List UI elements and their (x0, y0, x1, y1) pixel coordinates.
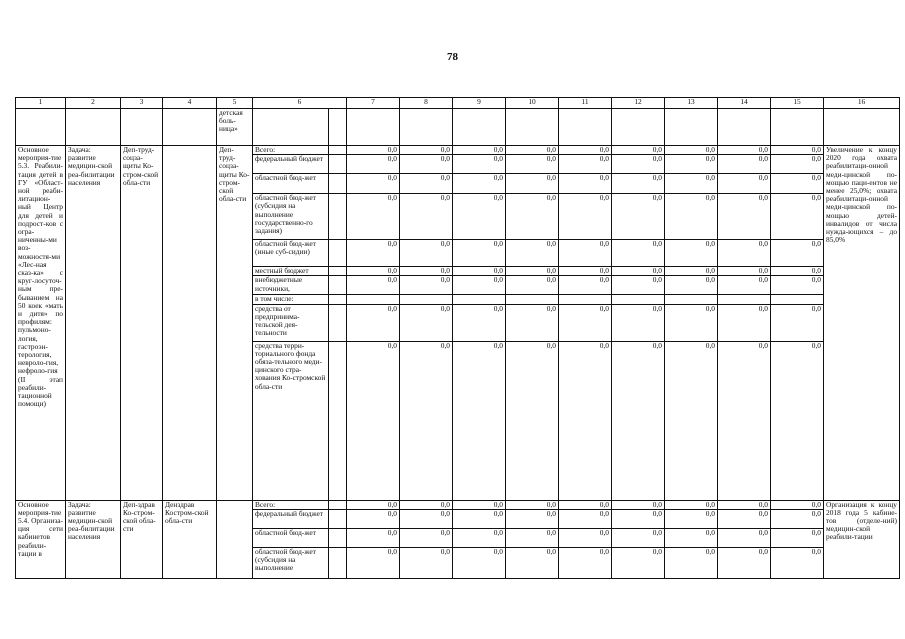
amount-cell: 0,0 (665, 500, 718, 509)
table-cell (506, 109, 559, 146)
amount-cell: 0,0 (347, 194, 400, 240)
amount-cell: 0,0 (612, 341, 665, 500)
spacer-cell (329, 267, 347, 276)
measure-name-cell: Основное мероприя-тие 5.3. Реабили-тация детей в ГУ «Област-ной реаби-литацион-ный Центр для детей и подрост-ков с огра-ниченны-ми воз-можностя-ми «Лес-ная сказ-ка» с круг-лосуточ-ным пре-быванием на 50 коек «мать и дитя» по профилям: пульмоно-логия, гастроэн-терология, невроло-гия, нефроло-гия (II этап реабили-тационной помощи) (16, 146, 66, 501)
amount-cell: 0,0 (453, 528, 506, 547)
header-row (16, 98, 900, 109)
amount-cell: 0,0 (665, 528, 718, 547)
amount-cell: 0,0 (347, 146, 400, 155)
amount-cell: 0,0 (612, 194, 665, 240)
amount-cell: 0,0 (665, 146, 718, 155)
amount-cell: 0,0 (400, 194, 453, 240)
spacer-cell (329, 155, 347, 174)
amount-cell (347, 295, 400, 304)
amount-cell: 0,0 (400, 240, 453, 267)
amount-cell: 0,0 (453, 276, 506, 295)
executor-cell: Деп-здрав Ко-стром-ской обла-сти (121, 500, 163, 578)
column-number: 12 (612, 98, 665, 109)
amount-cell: 0,0 (347, 304, 400, 341)
amount-cell: 0,0 (400, 155, 453, 174)
amount-cell (400, 295, 453, 304)
table-row (16, 146, 900, 155)
amount-cell: 0,0 (559, 547, 612, 578)
funding-source-cell: областной бюд-жет (субсидия на выполнение (253, 547, 329, 578)
amount-cell: 0,0 (400, 500, 453, 509)
amount-cell (612, 295, 665, 304)
amount-cell (718, 295, 771, 304)
amount-cell: 0,0 (506, 194, 559, 240)
spacer-cell (329, 509, 347, 528)
amount-cell: 0,0 (559, 174, 612, 194)
responsible-cell: Деп-труд-соцза-щиты Ко-стром-ской обла-сти (217, 146, 253, 501)
amount-cell: 0,0 (506, 276, 559, 295)
amount-cell: 0,0 (347, 267, 400, 276)
column-number: 3 (121, 98, 163, 109)
amount-cell: 0,0 (347, 276, 400, 295)
funding-source-cell: федеральный бюджет (253, 155, 329, 174)
table-row (16, 500, 900, 509)
amount-cell: 0,0 (665, 304, 718, 341)
amount-cell: 0,0 (453, 500, 506, 509)
amount-cell: 0,0 (400, 547, 453, 578)
column-number: 6 (253, 98, 347, 109)
spacer-cell (329, 304, 347, 341)
amount-cell: 0,0 (506, 547, 559, 578)
funding-source-cell: в том числе: (253, 295, 329, 304)
amount-cell: 0,0 (771, 174, 824, 194)
amount-cell: 0,0 (665, 155, 718, 174)
table-cell (347, 109, 400, 146)
spacer-cell (329, 500, 347, 509)
column-number: 11 (559, 98, 612, 109)
amount-cell: 0,0 (559, 528, 612, 547)
amount-cell: 0,0 (506, 146, 559, 155)
amount-cell: 0,0 (612, 528, 665, 547)
amount-cell: 0,0 (347, 528, 400, 547)
spacer-cell (329, 528, 347, 547)
amount-cell: 0,0 (559, 267, 612, 276)
amount-cell: 0,0 (612, 240, 665, 267)
amount-cell: 0,0 (453, 240, 506, 267)
amount-cell: 0,0 (612, 547, 665, 578)
funding-source-cell: внебюджетные источники, (253, 276, 329, 295)
amount-cell: 0,0 (347, 509, 400, 528)
spacer-cell (329, 341, 347, 500)
expected-result-cell: Организация к концу 2018 года 5 кабине-тов (отделе-ний) медицин-ской реабили-тации (824, 500, 900, 578)
amount-cell: 0,0 (453, 341, 506, 500)
column-number: 15 (771, 98, 824, 109)
amount-cell: 0,0 (453, 547, 506, 578)
column-number: 7 (347, 98, 400, 109)
amount-cell: 0,0 (665, 240, 718, 267)
amount-cell: 0,0 (718, 276, 771, 295)
amount-cell: 0,0 (718, 500, 771, 509)
table-cell (771, 109, 824, 146)
amount-cell: 0,0 (718, 547, 771, 578)
amount-cell: 0,0 (612, 146, 665, 155)
amount-cell: 0,0 (559, 304, 612, 341)
table-cell (718, 109, 771, 146)
amount-cell: 0,0 (559, 509, 612, 528)
amount-cell: 0,0 (771, 304, 824, 341)
amount-cell: 0,0 (718, 146, 771, 155)
funding-source-cell: Всего: (253, 146, 329, 155)
amount-cell: 0,0 (453, 304, 506, 341)
spacer-cell (329, 146, 347, 155)
table-cell (824, 109, 900, 146)
amount-cell: 0,0 (347, 547, 400, 578)
funding-source-cell: областной бюд-жет (субсидия на выполнение государственно-го задания) (253, 194, 329, 240)
amount-cell: 0,0 (665, 509, 718, 528)
amount-cell: 0,0 (400, 528, 453, 547)
amount-cell: 0,0 (718, 174, 771, 194)
amount-cell: 0,0 (347, 240, 400, 267)
amount-cell: 0,0 (718, 341, 771, 500)
amount-cell: 0,0 (665, 276, 718, 295)
amount-cell: 0,0 (665, 547, 718, 578)
amount-cell: 0,0 (771, 276, 824, 295)
column-number: 16 (824, 98, 900, 109)
amount-cell: 0,0 (665, 194, 718, 240)
column-number: 5 (217, 98, 253, 109)
amount-cell: 0,0 (453, 267, 506, 276)
amount-cell: 0,0 (771, 267, 824, 276)
amount-cell: 0,0 (612, 276, 665, 295)
amount-cell (665, 295, 718, 304)
amount-cell: 0,0 (453, 194, 506, 240)
column-number: 4 (163, 98, 217, 109)
amount-cell: 0,0 (400, 174, 453, 194)
amount-cell: 0,0 (400, 276, 453, 295)
amount-cell: 0,0 (771, 500, 824, 509)
table-cell (16, 109, 66, 146)
amount-cell: 0,0 (400, 304, 453, 341)
amount-cell: 0,0 (400, 146, 453, 155)
amount-cell: 0,0 (612, 509, 665, 528)
amount-cell: 0,0 (400, 267, 453, 276)
amount-cell: 0,0 (612, 267, 665, 276)
amount-cell: 0,0 (771, 528, 824, 547)
table-cell (66, 109, 121, 146)
responsible-cell: детская боль-ница» (217, 109, 253, 146)
continuation-row (16, 109, 900, 146)
page-number: 78 (447, 51, 458, 63)
amount-cell: 0,0 (506, 509, 559, 528)
table-cell (163, 109, 217, 146)
amount-cell (506, 295, 559, 304)
amount-cell: 0,0 (718, 267, 771, 276)
funding-source-cell: областной бюд-жет (иные суб-сидии) (253, 240, 329, 267)
amount-cell: 0,0 (718, 194, 771, 240)
amount-cell: 0,0 (665, 341, 718, 500)
amount-cell: 0,0 (506, 500, 559, 509)
column-number: 14 (718, 98, 771, 109)
amount-cell: 0,0 (347, 500, 400, 509)
amount-cell: 0,0 (559, 194, 612, 240)
spacer-cell (329, 276, 347, 295)
amount-cell: 0,0 (559, 240, 612, 267)
spacer-cell (329, 174, 347, 194)
spacer-cell (329, 547, 347, 578)
column-number: 13 (665, 98, 718, 109)
table-cell (400, 109, 453, 146)
amount-cell: 0,0 (612, 174, 665, 194)
table-cell (665, 109, 718, 146)
coexecutor-cell (163, 146, 217, 501)
funding-source-cell: средства от предпринима-тельской дея-тельности (253, 304, 329, 341)
spacer-cell (329, 240, 347, 267)
amount-cell: 0,0 (559, 341, 612, 500)
amount-cell: 0,0 (453, 146, 506, 155)
amount-cell: 0,0 (453, 509, 506, 528)
funding-source-cell: федеральный бюджет (253, 509, 329, 528)
amount-cell: 0,0 (771, 509, 824, 528)
amount-cell (771, 295, 824, 304)
amount-cell (559, 295, 612, 304)
amount-cell: 0,0 (771, 547, 824, 578)
measure-name-cell: Основное мероприя-тие 5.4. Организа-ция сети кабинетов реабили-тации в (16, 500, 66, 578)
column-number: 9 (453, 98, 506, 109)
amount-cell: 0,0 (453, 174, 506, 194)
amount-cell: 0,0 (506, 155, 559, 174)
amount-cell: 0,0 (400, 341, 453, 500)
coexecutor-cell: Денздрав Костром-ской обла-сти (163, 500, 217, 578)
table-cell (329, 109, 347, 146)
funding-source-cell: областной бюд-жет (253, 528, 329, 547)
amount-cell: 0,0 (506, 341, 559, 500)
amount-cell: 0,0 (665, 174, 718, 194)
amount-cell: 0,0 (612, 304, 665, 341)
budget-table (15, 97, 900, 579)
task-cell: Задача: развитие медицин-ской реа-билитации населения (66, 146, 121, 501)
amount-cell: 0,0 (612, 500, 665, 509)
amount-cell: 0,0 (612, 155, 665, 174)
amount-cell: 0,0 (506, 267, 559, 276)
amount-cell: 0,0 (559, 500, 612, 509)
table-cell (121, 109, 163, 146)
expected-result-cell: Увеличение к концу 2020 года охвата реабилитаци-онной меди-цинской по-мощью паци-ентов не менее 25,0%; охвата реабилитаци-онной меди-цинской по-мощью детей-инвалидов от числа нужда-ющихся – до 85,0% (824, 146, 900, 501)
table-cell (253, 109, 329, 146)
table-cell (612, 109, 665, 146)
executor-cell: Деп-труд-соцза-щиты Ко-стром-ской обла-сти (121, 146, 163, 501)
spacer-cell (329, 194, 347, 240)
spacer-cell (329, 295, 347, 304)
amount-cell: 0,0 (718, 240, 771, 267)
amount-cell: 0,0 (771, 155, 824, 174)
amount-cell: 0,0 (506, 240, 559, 267)
responsible-cell (217, 500, 253, 578)
table-cell (453, 109, 506, 146)
amount-cell: 0,0 (347, 341, 400, 500)
column-number: 1 (16, 98, 66, 109)
amount-cell: 0,0 (718, 155, 771, 174)
amount-cell: 0,0 (453, 155, 506, 174)
table-cell (559, 109, 612, 146)
column-number: 8 (400, 98, 453, 109)
amount-cell: 0,0 (771, 240, 824, 267)
amount-cell: 0,0 (347, 155, 400, 174)
amount-cell: 0,0 (771, 194, 824, 240)
task-cell: Задача: развитие медицин-ской реа-билитации населения (66, 500, 121, 578)
column-number: 10 (506, 98, 559, 109)
funding-source-cell: областной бюд-жет (253, 174, 329, 194)
amount-cell: 0,0 (400, 509, 453, 528)
amount-cell: 0,0 (718, 528, 771, 547)
column-number: 2 (66, 98, 121, 109)
amount-cell (453, 295, 506, 304)
funding-source-cell: Всего: (253, 500, 329, 509)
amount-cell: 0,0 (718, 509, 771, 528)
amount-cell: 0,0 (559, 276, 612, 295)
amount-cell: 0,0 (506, 528, 559, 547)
amount-cell: 0,0 (665, 267, 718, 276)
amount-cell: 0,0 (506, 174, 559, 194)
amount-cell: 0,0 (347, 174, 400, 194)
amount-cell: 0,0 (559, 146, 612, 155)
funding-source-cell: средства терри-ториального фонда обяза-тельного меди-цинского стра-хования Ко-стромской обла-сти (253, 341, 329, 500)
funding-source-cell: местный бюджет (253, 267, 329, 276)
amount-cell: 0,0 (771, 146, 824, 155)
amount-cell: 0,0 (506, 304, 559, 341)
amount-cell: 0,0 (718, 304, 771, 341)
amount-cell: 0,0 (559, 155, 612, 174)
amount-cell: 0,0 (771, 341, 824, 500)
